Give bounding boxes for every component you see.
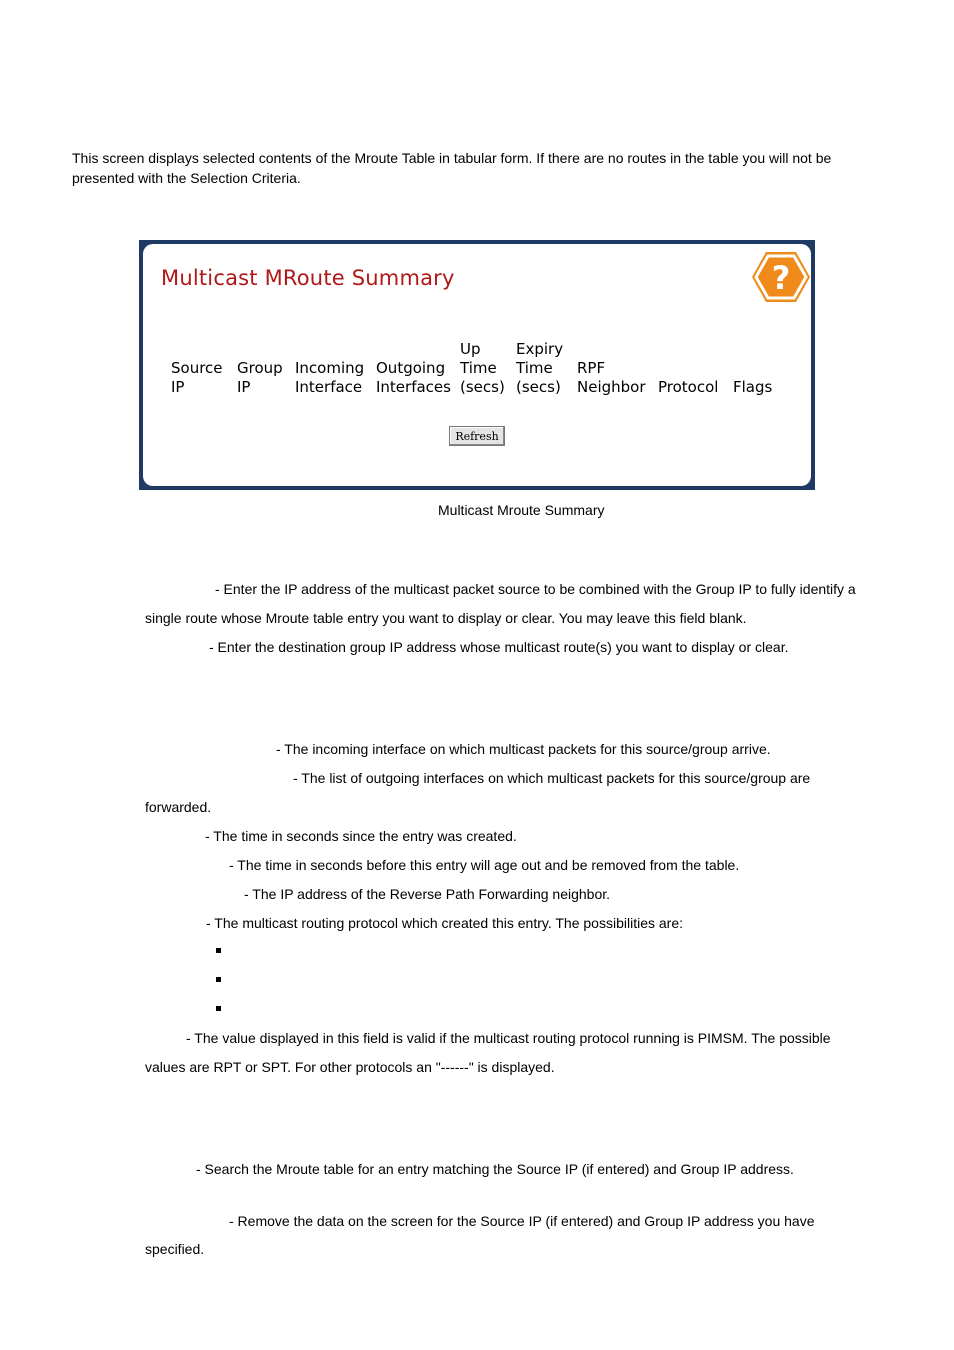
outgoing-interfaces-description-line2: forwarded.: [145, 799, 212, 815]
bullet-icon: [216, 1006, 221, 1011]
column-header-incoming-interface: Incoming Interface: [295, 359, 365, 396]
column-header-protocol: Protocol: [658, 378, 719, 396]
bullet-icon: [216, 948, 221, 953]
flags-description-line1: - The value displayed in this field is valid if the multicast routing protocol running is PIMSM. The possible: [186, 1030, 831, 1046]
help-icon[interactable]: [751, 250, 811, 304]
svg-text:?: ?: [771, 259, 791, 297]
panel-title: Multicast MRoute Summary: [161, 266, 455, 290]
search-description: - Search the Mroute table for an entry matching the Source IP (if entered) and Group IP address.: [196, 1161, 794, 1177]
column-header-outgoing-interfaces: Outgoing Interfaces: [376, 359, 451, 396]
column-header-group-ip: Group IP: [237, 359, 283, 396]
source-ip-description-line2: single route whose Mroute table entry you want to display or clear. You may leave this field blank.: [145, 610, 747, 626]
mroute-summary-panel: [139, 240, 815, 490]
clear-description-line2: specified.: [145, 1241, 205, 1257]
column-header-flags: Flags: [733, 378, 773, 396]
column-header-up-time: Up Time (secs): [460, 340, 505, 396]
expiry-time-description: - The time in seconds before this entry will age out and be removed from the table.: [229, 857, 740, 873]
group-ip-description: - Enter the destination group IP address whose multicast route(s) you want to display or clear.: [209, 639, 789, 655]
refresh-button[interactable]: Refresh: [449, 426, 505, 446]
rpf-neighbor-description: - The IP address of the Reverse Path Forwarding neighbor.: [244, 886, 611, 902]
clear-description-line1: - Remove the data on the screen for the Source IP (if entered) and Group IP address you have: [229, 1213, 815, 1229]
bullet-icon: [216, 977, 221, 982]
intro-paragraph: This screen displays selected contents of the Mroute Table in tabular form. If there are no routes in the table you will not be presented with the Selection Criteria.: [72, 150, 832, 186]
column-header-expiry-time: Expiry Time (secs): [516, 340, 564, 396]
column-header-rpf-neighbor: RPF Neighbor: [577, 359, 646, 396]
flags-description-line2: values are RPT or SPT. For other protocols an "------" is displayed.: [145, 1059, 555, 1075]
up-time-description: - The time in seconds since the entry was created.: [205, 828, 517, 844]
figure-caption: Multicast Mroute Summary: [438, 502, 605, 518]
panel-content: [143, 244, 811, 486]
protocol-description: - The multicast routing protocol which created this entry. The possibilities are:: [206, 915, 683, 931]
column-header-source-ip: Source IP: [171, 359, 223, 396]
source-ip-description-line1: - Enter the IP address of the multicast packet source to be combined with the Group IP to fully identify a: [215, 581, 856, 597]
outgoing-interfaces-description-line1: - The list of outgoing interfaces on which multicast packets for this source/group are: [293, 770, 811, 786]
incoming-interface-description: - The incoming interface on which multicast packets for this source/group arrive.: [276, 741, 771, 757]
